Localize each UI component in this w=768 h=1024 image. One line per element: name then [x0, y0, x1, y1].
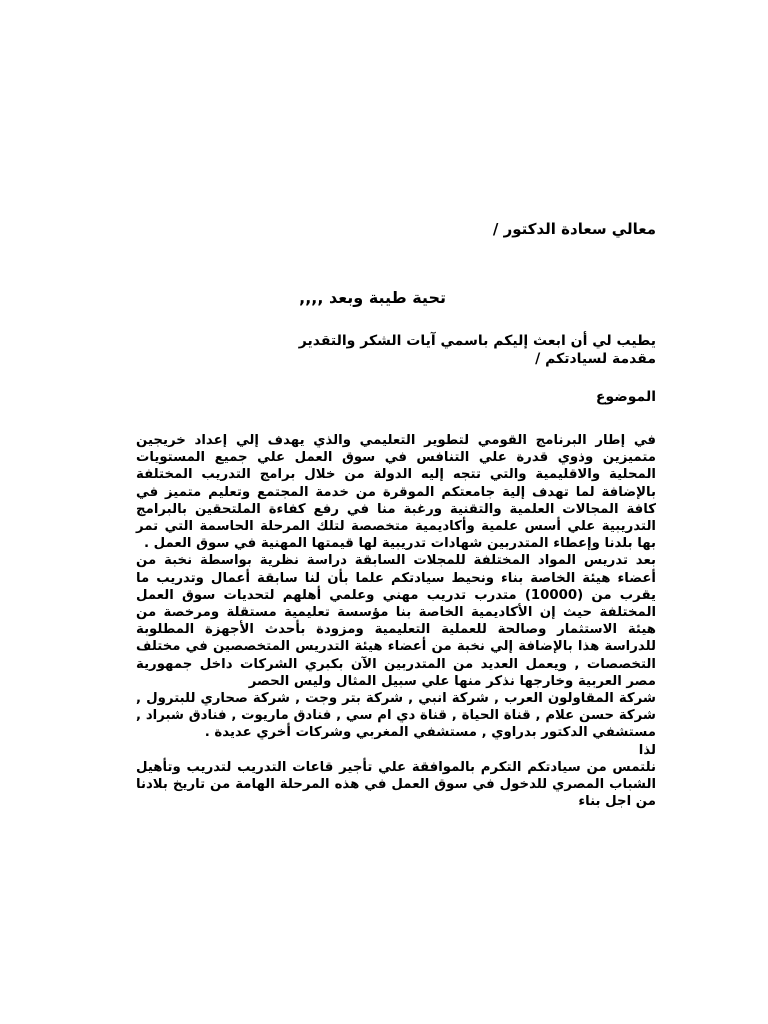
- salutation-line: معالي سعادة الدكتور /: [492, 220, 656, 238]
- body-paragraph-companies: شركة المقاولون العرب , شركة انبي , شركة بتر وجت , شركة صحاري للبترول , شركة حسن علام , قناة الحياة , قناة دي ام سي , فنادق ماريوت , فنادق شبراد , مستشفي الدكتور بدراوي , مستشفي المغربي وشركات أخري عديدة .: [136, 691, 656, 741]
- opening-line: يطيب لي أن ابعث إليكم باسمي آيات الشكر والتقدير: [298, 333, 656, 349]
- body-paragraph-experience: بعد تدريس المواد المختلفة للمجلات السابقة دراسة نظرية بواسطة نخبة من أعضاء هيئة الخاصة بناء ونحيط سيادتكم علما بأن لنا سابقة أعمال وتدريب ما يقرب من (10000) متدرب تدريب مهني وعلمي أهلهم لتحديات سوق العمل المختلفة حيث إن الأكاديمية الخاصة بنا مؤسسة تعليمية مستقلة ومرخصة من هيئة الاستثمار وصالحة للعملية التعليمية ومزودة بأحدث الأجهزة المطلوبة للدراسة هذا بالإضافة إلي نخبة من أعضاء هيئة التدريس المتخصصين في مختلف التخصصات , ويعمل العديد من المتدربين الآن بكبري الشركات داخل جمهورية مصر العربية وخارجها نذكر منها علي سبيل المثال وليس الحصر: [136, 553, 657, 689]
- body-paragraph-request: نلتمس من سيادتكم التكرم بالموافقة علي تأجير قاعات التدريب لتدريب وتأهيل الشباب المصري للدخول في سوق العمل في هذه المرحلة الهامة من تاريخ بلادنا من اجل بناء: [136, 759, 656, 810]
- body-paragraph-therefore: لذا: [638, 742, 656, 758]
- greeting-line: تحية طيبة وبعد ,,,,: [299, 288, 446, 307]
- subject-heading: الموضوع: [595, 389, 656, 405]
- opening-block: [299, 334, 656, 366]
- body-paragraph-intro: في إطار البرنامج القومي لتطوير التعليمي والذي يهدف إلي إعداد خريجين متميزين وذوي قدرة علي التنافس في سوق العمل علي جميع المستويات المحلية والاقليمية والتي تتجه إليه الدولة من خلال برامج التدريب المختلفة بالإضافة لما تهدف إلية جامعتكم الموقرة من خدمة المجتمع وتعليم متميز في كافة المجالات العلمية والتقنية ورغبة منا في رفع كفاءة الملتحقين بالبرامج التدريبية علي أسس علمية وأكاديمية متخصصة لتلك المرحلة الحاسمة التي تمر بها بلدنا وإعطاء المتدربين شهادات تدريبية لها قيمتها المهنية في سوق العمل .: [136, 433, 656, 552]
- letter-body: [136, 432, 656, 810]
- addressee-line: مقدمة لسيادتكم /: [535, 351, 656, 367]
